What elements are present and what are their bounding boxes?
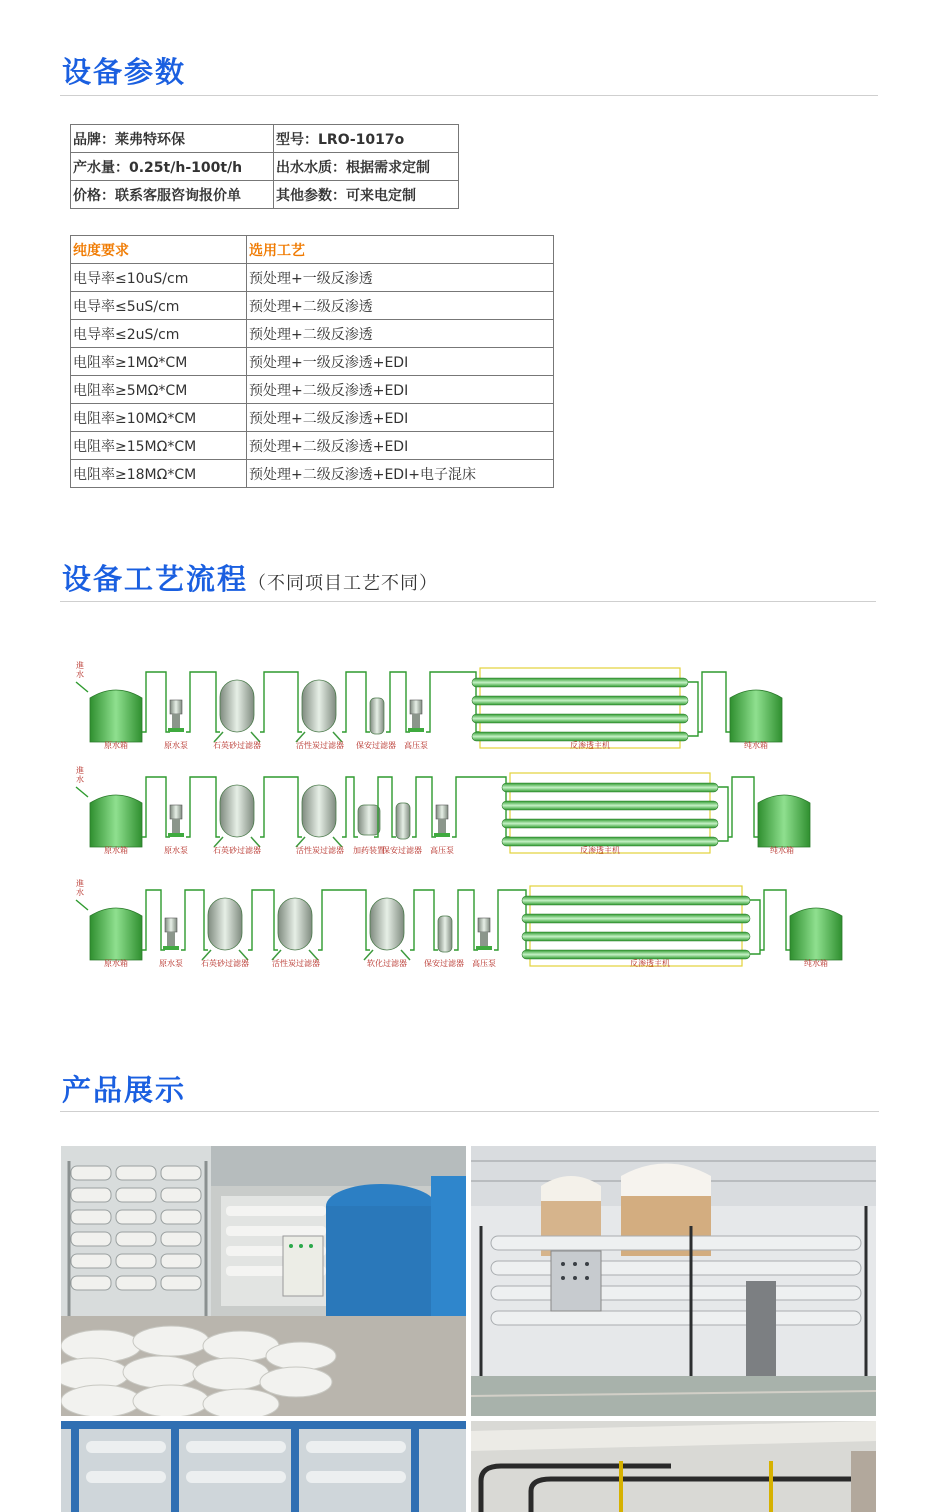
pump-shape: [478, 918, 490, 932]
pipe-line: [186, 777, 220, 837]
pipe-line: [410, 890, 438, 950]
filter-vessel-shape: [302, 785, 336, 837]
table-row: [71, 432, 554, 460]
pipe-line: [412, 777, 436, 837]
params-section-title: [62, 50, 186, 91]
flow-step-label: 纯水箱: [744, 741, 768, 750]
pipe-line: [698, 672, 730, 732]
pump-base: [408, 728, 424, 732]
flow-step-label: 原水泵: [159, 959, 183, 968]
process-title-text: 设备工艺流程: [62, 562, 249, 596]
pipe-line: [718, 787, 728, 841]
product-photo-ro-skid: [471, 1146, 876, 1416]
purity-cell: 电阻率≥18MΩ*CM: [71, 460, 247, 488]
inlet-label: 進: [76, 766, 84, 775]
pipe-line: [76, 900, 88, 910]
purity-cell: 预处理+二级反渗透+EDI: [247, 432, 554, 460]
ro-membrane-tube: [522, 914, 750, 923]
purity-cell: 电导率≤2uS/cm: [71, 320, 247, 348]
pipe-line: [76, 682, 88, 692]
pipe-line: [142, 777, 170, 837]
flow-step-label: 反渗透主机: [630, 959, 670, 968]
flow-step-label: 加药装置: [353, 846, 385, 855]
dosing-unit-shape: [358, 805, 380, 835]
purity-cell: 电阻率≥10MΩ*CM: [71, 404, 247, 432]
purity-cell: 电导率≤5uS/cm: [71, 292, 247, 320]
flow-step-label: 原水箱: [104, 846, 128, 855]
flow-step-label: 纯水箱: [804, 959, 828, 968]
flow-step-label: 活性炭过滤器: [296, 741, 344, 750]
pump-base: [476, 946, 492, 950]
cartridge-filter-shape: [438, 916, 452, 952]
pipe-line: [181, 890, 208, 950]
process-divider: [60, 601, 876, 602]
params-divider: [60, 95, 878, 96]
filter-vessel-shape: [278, 898, 312, 950]
product-photo-ro-plant-warehouse: [61, 1146, 466, 1416]
table-row: [71, 348, 554, 376]
pipe-line: [750, 900, 760, 954]
flow-step-label: 石英砂过滤器: [213, 741, 261, 750]
product-photo-workshop-pipes: [471, 1421, 876, 1512]
flow-step-label: 原水泵: [164, 846, 188, 855]
flow-step-label: 石英砂过滤器: [201, 959, 249, 968]
pipe-line: [248, 890, 278, 950]
flow-step-label: 原水泵: [164, 741, 188, 750]
purity-cell: 电阻率≥5MΩ*CM: [71, 376, 247, 404]
pump-base: [434, 833, 450, 837]
pump-body: [480, 932, 488, 946]
products-divider: [60, 1111, 879, 1112]
inlet-label: 水: [76, 775, 84, 784]
params-cell: 产水量：0.25t/h-100t/h: [71, 153, 274, 181]
tank-shape: [790, 908, 842, 960]
pipe-line: [342, 672, 370, 732]
filter-vessel-shape: [220, 785, 254, 837]
inlet-label: 進: [76, 879, 84, 888]
table-row: [71, 320, 554, 348]
flow-step-label: 高压泵: [472, 959, 496, 968]
purity-cell: 电阻率≥15MΩ*CM: [71, 432, 247, 460]
purity-cell: 预处理+二级反渗透+EDI: [247, 404, 554, 432]
pipe-line: [454, 890, 478, 950]
pump-base: [163, 946, 179, 950]
flow-step-label: 反渗透主机: [580, 846, 620, 855]
products-title-text: 产品展示: [62, 1073, 187, 1107]
pump-body: [412, 714, 420, 728]
flow-step-label: 保安过滤器: [356, 741, 396, 750]
pipe-line: [142, 672, 170, 732]
purity-header-row: [71, 236, 554, 264]
tank-shape: [758, 795, 810, 847]
table-row: [71, 404, 554, 432]
ro-membrane-tube: [502, 837, 718, 846]
pipe-line: [186, 672, 220, 732]
pump-shape: [436, 805, 448, 819]
flow-step-label: 活性炭过滤器: [296, 846, 344, 855]
pump-body: [172, 714, 180, 728]
pipe-line: [76, 787, 88, 797]
products-section-title: [62, 1068, 186, 1109]
filter-vessel-shape: [302, 680, 336, 732]
flow-step-label: 保安过滤器: [382, 846, 422, 855]
purity-header-cell: 选用工艺: [247, 236, 554, 264]
pipe-line: [728, 777, 758, 837]
table-row: [71, 460, 554, 488]
pump-shape: [165, 918, 177, 932]
pump-base: [168, 728, 184, 732]
flow-step-label: 活性炭过滤器: [272, 959, 320, 968]
pipe-line: [688, 682, 698, 736]
pump-body: [172, 819, 180, 833]
flow-step-label: 原水箱: [104, 959, 128, 968]
params-table: [70, 124, 459, 209]
ro-membrane-tube: [502, 801, 718, 810]
tank-shape: [90, 795, 142, 847]
pump-base: [168, 833, 184, 837]
pipe-line: [342, 777, 358, 837]
tank-shape: [90, 690, 142, 742]
flow-step-label: 保安过滤器: [424, 959, 464, 968]
purity-cell: 预处理+二级反渗透: [247, 292, 554, 320]
flow-step-label: 原水箱: [104, 741, 128, 750]
purity-header-cell: 纯度要求: [71, 236, 247, 264]
flow-step-label: 反渗透主机: [570, 741, 610, 750]
table-row: [71, 125, 459, 153]
pipe-line: [260, 777, 302, 837]
table-row: [71, 292, 554, 320]
purity-cell: 预处理+二级反渗透+EDI: [247, 376, 554, 404]
product-photo-blue-frame: [61, 1421, 466, 1512]
params-cell: 其他参数：可来电定制: [274, 181, 459, 209]
ro-membrane-tube: [522, 896, 750, 905]
purity-cell: 预处理+二级反渗透+EDI+电子混床: [247, 460, 554, 488]
pipe-line: [318, 890, 370, 950]
purity-cell: 预处理+一级反渗透: [247, 264, 554, 292]
tank-shape: [730, 690, 782, 742]
flow-step-label: 高压泵: [430, 846, 454, 855]
purity-cell: 电阻率≥1MΩ*CM: [71, 348, 247, 376]
pipe-line: [760, 890, 790, 950]
pump-shape: [410, 700, 422, 714]
process-section-title: [62, 557, 438, 598]
cartridge-filter-shape: [396, 803, 410, 839]
ro-membrane-tube: [472, 732, 688, 741]
filter-vessel-shape: [208, 898, 242, 950]
flow-step-label: 高压泵: [404, 741, 428, 750]
params-cell: 型号：LRO-1017o: [274, 125, 459, 153]
purity-cell: 电导率≤10uS/cm: [71, 264, 247, 292]
inlet-label: 進: [76, 661, 84, 670]
ro-membrane-tube: [502, 819, 718, 828]
flow-step-label: 石英砂过滤器: [213, 846, 261, 855]
process-title-note: （不同项目工艺不同）: [248, 573, 439, 594]
ro-membrane-tube: [522, 950, 750, 959]
params-cell: 品牌：莱弗特环保: [71, 125, 274, 153]
pipe-line: [260, 672, 302, 732]
cartridge-filter-shape: [370, 698, 384, 734]
filter-vessel-shape: [370, 898, 404, 950]
inlet-label: 水: [76, 888, 84, 897]
table-row: [71, 153, 459, 181]
pipe-line: [452, 777, 510, 837]
pipe-line: [386, 672, 410, 732]
params-cell: 价格：联系客服咨询报价单: [71, 181, 274, 209]
process-flow-diagram: [70, 650, 870, 990]
purity-cell: 预处理+二级反渗透: [247, 320, 554, 348]
flow-step-label: 纯水箱: [770, 846, 794, 855]
pump-body: [438, 819, 446, 833]
flow-step-label: 软化过滤器: [367, 959, 407, 968]
pump-shape: [170, 805, 182, 819]
ro-membrane-tube: [522, 932, 750, 941]
table-row: [71, 376, 554, 404]
pipe-line: [142, 890, 165, 950]
pipe-line: [374, 777, 396, 837]
params-title-text: 设备参数: [62, 55, 187, 89]
params-cell: 出水水质：根据需求定制: [274, 153, 459, 181]
tank-shape: [90, 908, 142, 960]
table-row: [71, 264, 554, 292]
filter-vessel-shape: [220, 680, 254, 732]
ro-membrane-tube: [472, 696, 688, 705]
ro-membrane-tube: [472, 678, 688, 687]
table-row: [71, 181, 459, 209]
ro-membrane-tube: [502, 783, 718, 792]
purity-cell: 预处理+一级反渗透+EDI: [247, 348, 554, 376]
pump-shape: [170, 700, 182, 714]
ro-membrane-tube: [472, 714, 688, 723]
pump-body: [167, 932, 175, 946]
pipe-line: [426, 672, 480, 732]
purity-table: [70, 235, 554, 488]
inlet-label: 水: [76, 670, 84, 679]
